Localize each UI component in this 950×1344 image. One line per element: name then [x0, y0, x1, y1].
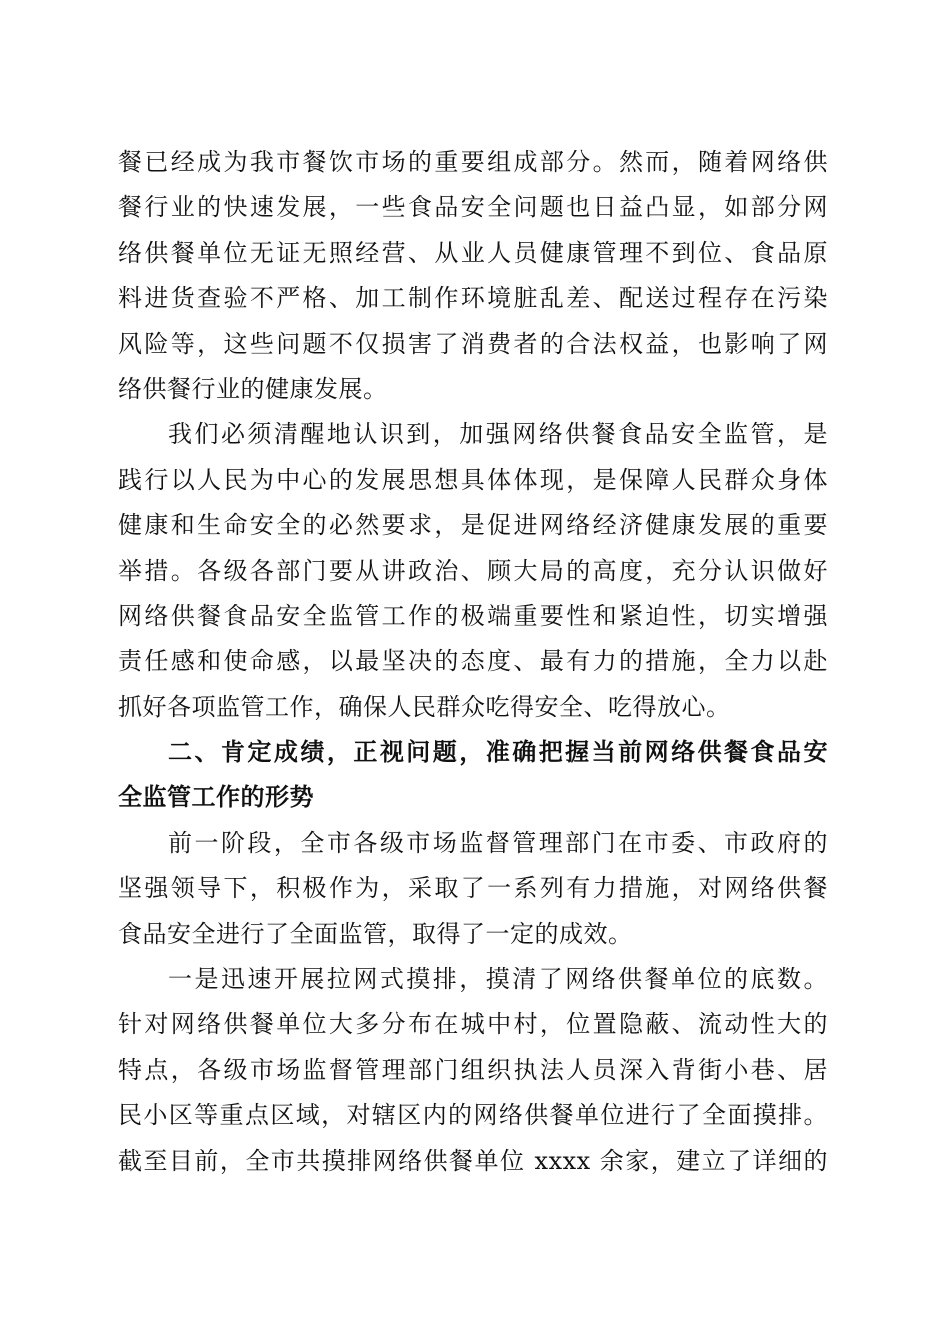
paragraph-line: 一是迅速开展拉网式摸排，摸清了网络供餐单位的底数。	[168, 965, 828, 994]
section-heading-line: 全监管工作的形势	[118, 783, 314, 812]
paragraph-line: 践行以人民为中心的发展思想具体体现，是保障人民群众身体	[118, 465, 828, 494]
paragraph-line: 料进货查验不严格、加工制作环境脏乱差、配送过程存在污染	[118, 284, 828, 313]
paragraph-line: 风险等，这些问题不仅损害了消费者的合法权益，也影响了网	[118, 329, 828, 358]
paragraph-line: 举措。各级各部门要从讲政治、顾大局的高度，充分认识做好	[118, 556, 828, 585]
paragraph-line: 健康和生命安全的必然要求，是促进网络经济健康发展的重要	[118, 511, 828, 540]
paragraph-line: 食品安全进行了全面监管，取得了一定的成效。	[118, 919, 633, 948]
paragraph-line: 我们必须清醒地认识到，加强网络供餐食品安全监管，是	[168, 420, 828, 449]
paragraph-line: 截至目前，全市共摸排网络供餐单位 xxxx 余家，建立了详细的	[118, 1146, 828, 1175]
paragraph-line: 特点，各级市场监督管理部门组织执法人员深入背街小巷、居	[118, 1055, 828, 1084]
paragraph-line: 抓好各项监管工作，确保人民群众吃得安全、吃得放心。	[118, 692, 731, 721]
section-heading-line: 二、肯定成绩，正视问题，准确把握当前网络供餐食品安	[168, 738, 828, 767]
paragraph-line: 络供餐单位无证无照经营、从业人员健康管理不到位、食品原	[118, 238, 828, 267]
paragraph-line: 民小区等重点区域，对辖区内的网络供餐单位进行了全面摸排。	[118, 1101, 828, 1130]
paragraph-line: 餐行业的快速发展，一些食品安全问题也日益凸显，如部分网	[118, 193, 828, 222]
paragraph-line: 坚强领导下，积极作为，采取了一系列有力措施，对网络供餐	[118, 874, 828, 903]
paragraph-line: 络供餐行业的健康发展。	[118, 374, 388, 403]
paragraph-line: 餐已经成为我市餐饮市场的重要组成部分。然而，随着网络供	[118, 148, 828, 176]
document-body	[118, 140, 828, 1184]
paragraph-line: 责任感和使命感，以最坚决的态度、最有力的措施，全力以赴	[118, 647, 828, 676]
paragraph-line: 前一阶段，全市各级市场监督管理部门在市委、市政府的	[168, 828, 828, 857]
paragraph-line: 网络供餐食品安全监管工作的极端重要性和紧迫性，切实增强	[118, 601, 828, 630]
paragraph-line: 针对网络供餐单位大多分布在城中村，位置隐蔽、流动性大的	[118, 1010, 828, 1039]
